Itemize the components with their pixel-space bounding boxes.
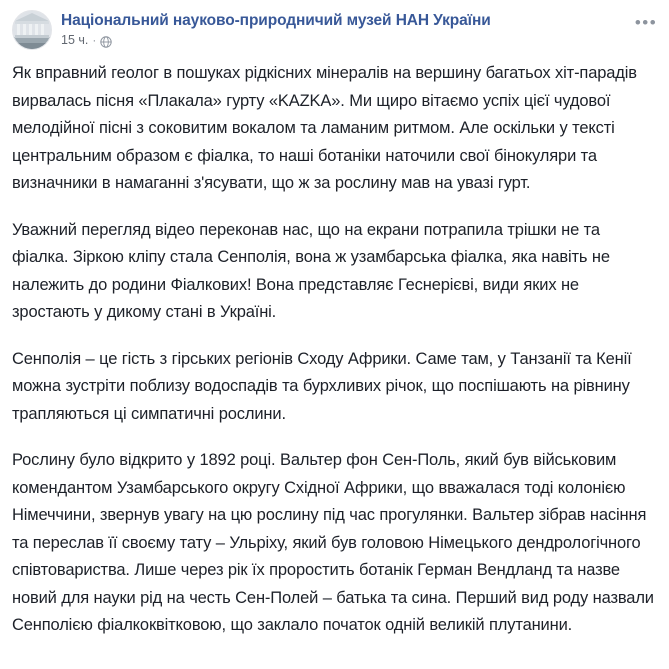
post-options-menu-icon[interactable]: ••• [634,12,658,32]
post-timestamp[interactable]: 15 ч. [61,33,89,47]
post-paragraph: Рослину було відкрито у 1892 році. Вальтер фон Сен-Поль, який був військовим комендантом Узамбарського округу Східної Африки, що вважалася тоді колонією Німеччини, звернув увагу на цю рослину під час прогулянки. Вальтер зібрав насіння та переслав її своєму тату – Ульріху, який був головою Німецького дендрологічного співтовариства. Лише через рік їх проростить ботанік Герман Вендланд та назве новий для науки рід на честь Сен-Полей – батька та сина. Перший вид роду назвали Сенполією фіалкоквітковою, що заклало початок одній великій плутанини. [12,451,654,634]
post-header-text [61,10,657,48]
post-paragraph: Як вправний геолог в пошуках рідкісних мінералів на вершину багатьох хіт-парадів вирвалась пісня «Плакала» гурту «KAZKA». Ми щиро вітаємо успіх цієї чудової мелодійної пісні з соковитим вокалом та ламаним ритмом. Але оскільки у тексті центральним образом є фіалка, то наші ботаніки наточили свої бінокуляри та визначники в намаганні з'ясувати, що ж за рослину мав на увазі гурт. [12,64,637,192]
meta-separator: · [92,33,97,47]
post-header [0,0,669,54]
museum-building-avatar-icon [13,11,51,49]
post-body [0,54,669,640]
post-paragraph: Сенполія – це гість з гірських регіонів Сходу Африки. Саме там, у Танзанії та Кенії можна зустріти поблизу водоспадів та бурхливих річок, що поспішають на рівнину трапляються ці симпатичні рослини. [12,349,632,423]
post-paragraph: Уважний перегляд відео переконав нас, що на екрани потрапила трішки не та фіалка. Зіркою кліпу стала Сенполія, вона ж узамбарська фіалка, яка навіть не належить до родини Фіалкових! Вона представляє Геснерієві, види яких не зростають у дикому стані в Україні. [12,220,610,321]
globe-icon[interactable] [100,36,112,48]
avatar[interactable] [12,10,52,50]
page-name-link[interactable]: Національний науково-природничий музей НАН України [61,12,491,29]
post-meta [61,33,657,48]
